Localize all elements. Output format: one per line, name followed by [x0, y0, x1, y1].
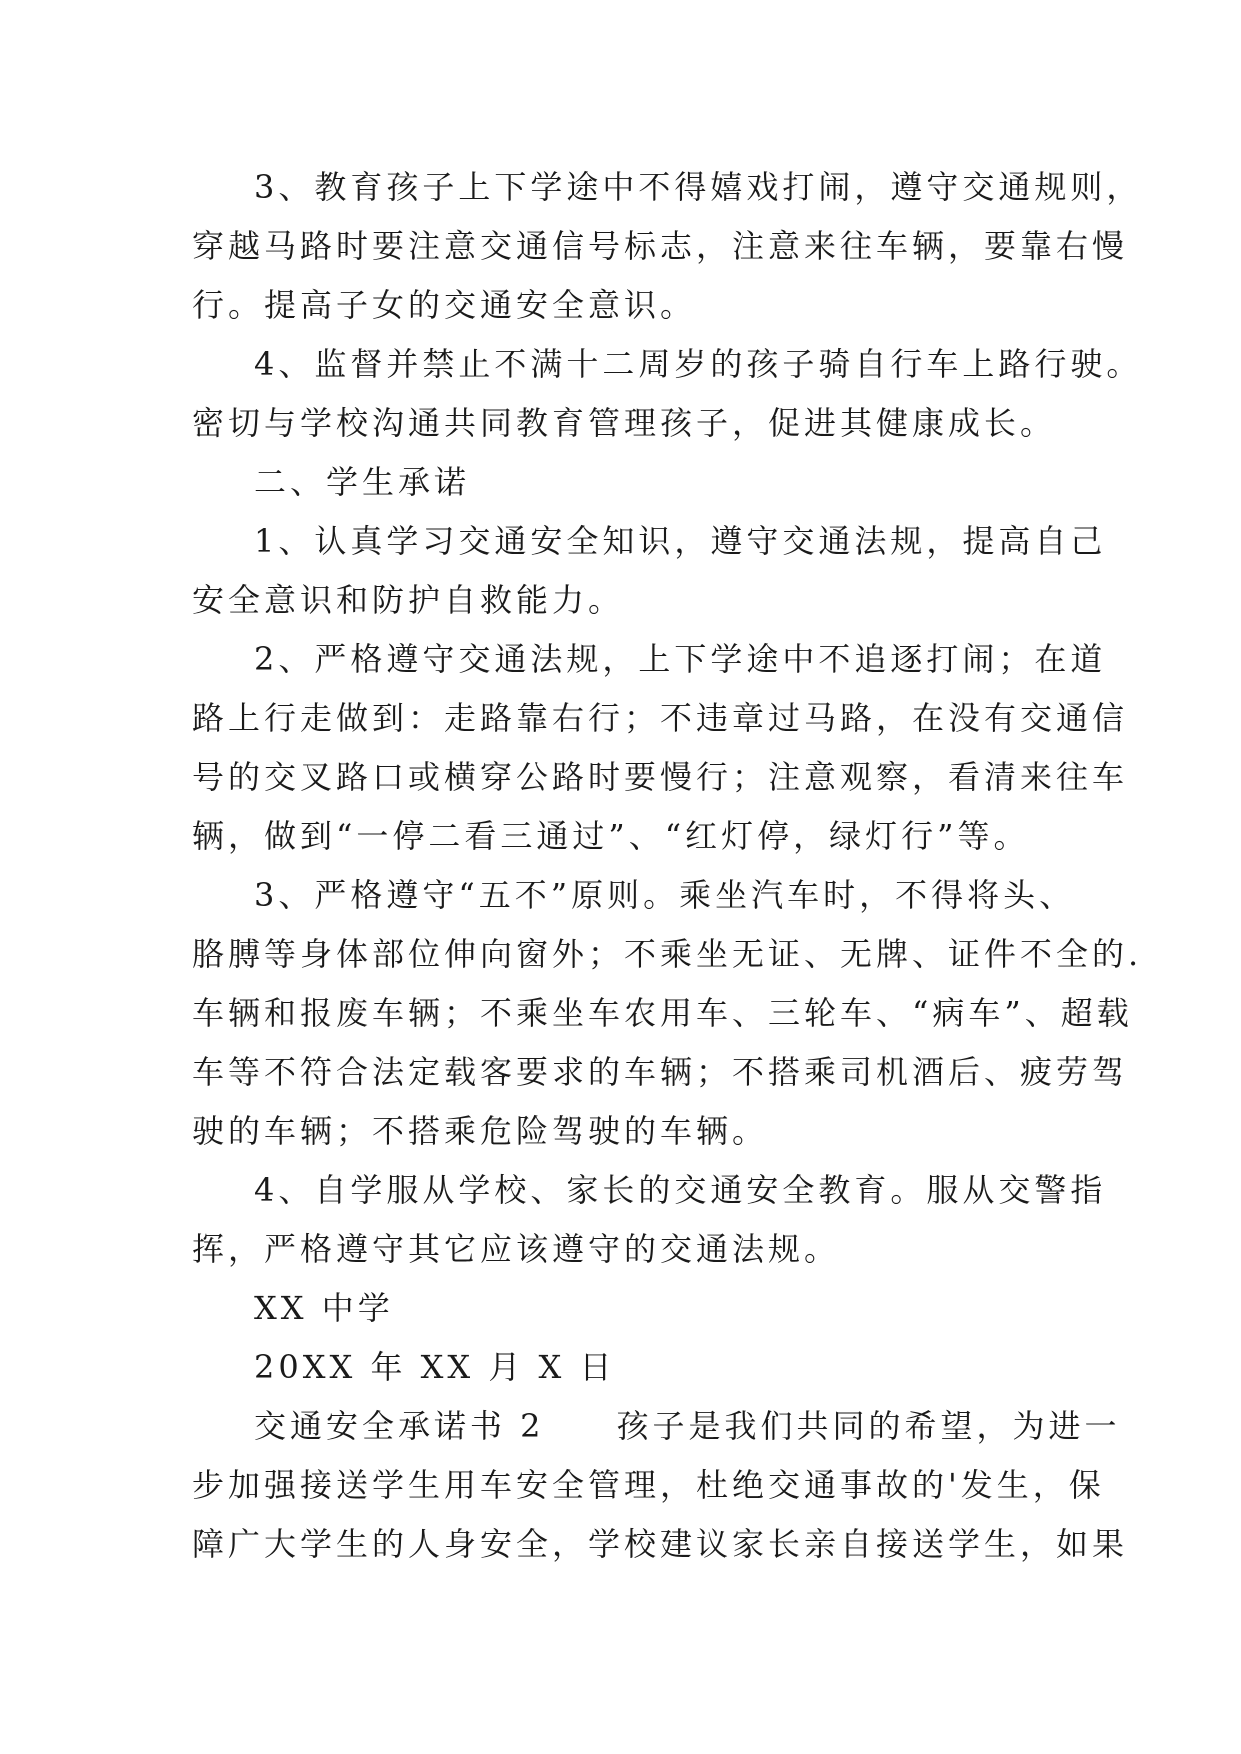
paragraph-line: 障广大学生的人身安全，学校建议家长亲自接送学生，如果	[192, 1525, 1129, 1563]
paragraph-line: 车等不符合法定载客要求的车辆；不搭乘司机酒后、疲劳驾	[192, 1053, 1129, 1091]
paragraph-line: 号的交叉路口或横穿公路时要慢行；注意观察，看清来往车	[192, 758, 1129, 796]
paragraph-line: 穿越马路时要注意交通信号标志，注意来往车辆，要靠右慢	[192, 227, 1129, 265]
paragraph-line: 路上行走做到：走路靠右行；不违章过马路，在没有交通信	[192, 699, 1129, 737]
paragraph-line: 行。提高子女的交通安全意识。	[192, 286, 697, 324]
paragraph-line: 步加强接送学生用车安全管理，杜绝交通事故的'发生，保	[192, 1466, 1105, 1504]
paragraph-line: 1、认真学习交通安全知识，遵守交通法规，提高自己	[254, 522, 1107, 560]
signature-date: 20XX 年 XX 月 X 日	[254, 1348, 616, 1386]
paragraph-line: 3、严格遵守“五不”原则。乘坐汽车时，不得将头、	[254, 876, 1076, 914]
paragraph-line: 辆，做到“一停二看三通过”、“红灯停，绿灯行”等。	[192, 817, 1030, 855]
paragraph-line: 2、严格遵守交通法规，上下学途中不追逐打闹；在道	[254, 640, 1107, 678]
paragraph-line: 安全意识和防护自救能力。	[192, 581, 625, 619]
section-heading: 二、学生承诺	[254, 463, 471, 501]
paragraph-line: 3、教育孩子上下学途中不得嬉戏打闹，遵守交通规则，	[254, 168, 1143, 206]
paragraph-line: 交通安全承诺书 2 孩子是我们共同的希望，为进一	[254, 1407, 1121, 1445]
paragraph-line: 密切与学校沟通共同教育管理孩子，促进其健康成长。	[192, 404, 1057, 442]
paragraph-line: 挥，严格遵守其它应该遵守的交通法规。	[192, 1230, 841, 1268]
signature-school: XX 中学	[254, 1289, 394, 1327]
paragraph-line: 车辆和报废车辆；不乘坐车农用车、三轮车、“病车”、超载	[192, 994, 1133, 1032]
paragraph-line: 4、自学服从学校、家长的交通安全教育。服从交警指	[254, 1171, 1107, 1209]
paragraph-line: 驶的车辆；不搭乘危险驾驶的车辆。	[192, 1112, 769, 1150]
paragraph-line: 4、监督并禁止不满十二周岁的孩子骑自行车上路行驶。	[254, 345, 1143, 383]
paragraph-line: 胳膊等身体部位伸向窗外；不乘坐无证、无牌、证件不全的.	[192, 935, 1143, 973]
